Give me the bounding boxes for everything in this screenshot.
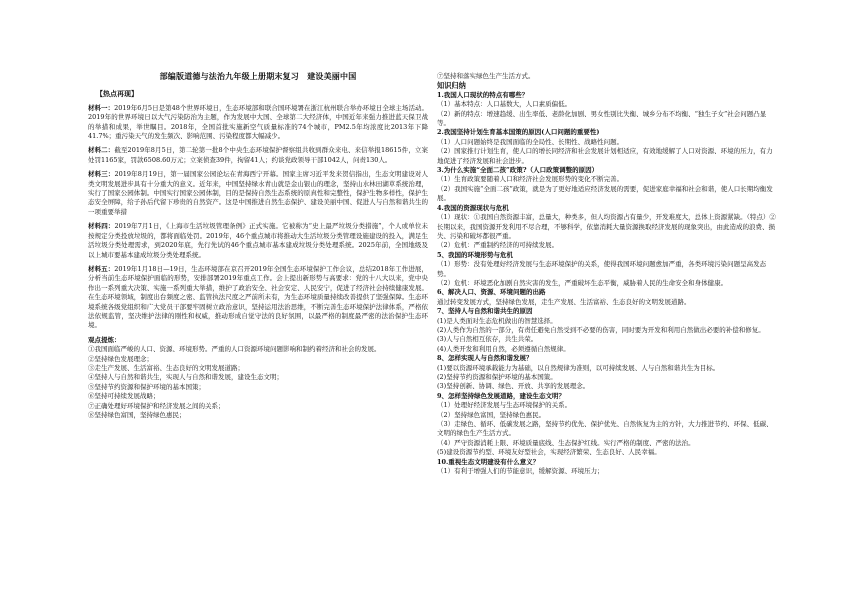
knowledge-answer: （1）形势：没有处理好经济发展与生态环境保护的关系，使得我国环境问题愈加严重，各类环境污染问题呈高发态势。 (437, 260, 767, 278)
material-label: 材料二： (88, 146, 115, 155)
knowledge-question: 3.为什么实施“全面二孩”政策?（人口政策调整的原因） (437, 166, 599, 175)
left-column (88, 72, 428, 420)
knowledge-question: 7、坚持人与自然和谐共生的原因 (437, 307, 533, 316)
knowledge-question: 8、怎样实现人与自然和谐发展？ (437, 354, 533, 363)
right-column (437, 72, 777, 476)
knowledge-answer: （2）我国实施“全面二孩”政策，就是为了更好地适应经济发展的需要，促进家庭幸福和社会和谐，使人口长期均衡发展。 (437, 184, 773, 203)
viewpoint-item: ②坚持绿色发展理念； (88, 354, 153, 363)
knowledge-answer: （4）严守资源消耗上限、环境质量底线、生态保护红线。实行严格的制度、严密的法治。 (437, 438, 695, 447)
material-label: 材料三： (88, 170, 115, 179)
viewpoint-item: ⑥坚持可持续发展战略； (88, 392, 160, 401)
knowledge-answer: (3)坚持创新、协调、绿色、开放、共享的发展理念。 (437, 382, 590, 391)
knowledge-answer: （1）现状：①我国自然资源丰富，总量大，种类多，但人均资源占有量少，开发难度大，总体上资源紧缺。（特点）②长期以来，我国资源开发利用不尽合理，不够科学，依靠消耗大量资源换取经济发展的现象突出，由此造成的浪费、损失、污染和破坏都很严重。 (437, 213, 776, 240)
knowledge-question: 9、怎样坚持绿色发展道路，建设生态文明？ (437, 391, 566, 400)
knowledge-answer: （2）新的特点：增速趋缓、出生率低、老龄化加剧、男女性别比失衡、城乡分布不均衡、“独生子女”社会问题凸显等。 (437, 109, 767, 128)
knowledge-answer: （1）人口问题始终是我国面临的全局性、长期性、战略性问题。 (437, 137, 624, 146)
material-paragraph (88, 104, 428, 142)
knowledge-list (437, 91, 777, 477)
knowledge-answer: （2）危机：严重制约经济的可持续发展。 (437, 241, 559, 250)
viewpoint-item: ⑧坚持绿色富国，坚持绿色惠民； (88, 411, 186, 419)
knowledge-answer: （2）危机：环境恶化加剧自然灾害的发生，严重破坏生态平衡，威胁着人民的生命安全和身体健康。 (437, 278, 728, 287)
knowledge-answer: (1)要以资源环境承载能力为基础，以自然规律为准则，以可持续发展、人与自然和谐共生为目标。 (437, 363, 720, 372)
knowledge-answer: （3）走绿色、循环、低碳发展之路，坚持节约优先、保护优先、自然恢复为主的方针，大力推进节约、环保、低碳、文明的绿色生产生活方式。 (437, 420, 773, 438)
knowledge-answer: （1）生育政策要随着人口和经济社会发展形势的变化不断完善。 (437, 175, 624, 184)
knowledge-question: 5、我国的环境形势与危机 (437, 250, 514, 259)
knowledge-answer: (3)人与自然相互依存，共生共荣。 (437, 335, 538, 344)
material-paragraph (88, 222, 428, 260)
knowledge-answer: （2）国家推行计划生育，使人口的增长同经济和社会发展计划相适应，有效地缓解了人口对资源、环境的压力，有力地促进了经济发展和社会进步。 (437, 147, 773, 165)
knowledge-answer: （1）基本特点：人口基数大，人口素质偏低。 (437, 100, 572, 109)
viewpoint-continued: ⑦坚持和落实绿色生产生活方式。 (437, 72, 535, 80)
knowledge-answer: （1）有利于增强人们的节能意识，缓解资源、环境压力； (437, 467, 604, 476)
material-text: 2019年8月19日，第一届国家公园论坛在青海西宁开幕。国家主席习近平发来贺信指出，生态文明建设对人类文明发展进步具有十分重大的意义。近年来，中国坚持绿水青山就是金山银山的理念，坚持山水林田湖草系统治理，实行了国家公园体制。中国实行国家公园体制，目的是保持自然生态系统的原真性和完整性，保护生物多样性，保护生态安全屏障，给子孙后代留下珍贵的自然资产。这是中国推进自然生态保护、建设美丽中国、促进人与自然和谐共生的一项重要举措 (88, 170, 428, 216)
viewpoint-item: ⑤坚持节约资源和保护环境的基本国策； (88, 382, 205, 391)
knowledge-answer: (5)建设资源节约型、环境友好型社会，实现经济繁荣、生态良好、人民幸福。 (437, 448, 661, 457)
viewpoint-item: ③走生产发展、生活富裕、生态良好的文明发展道路； (88, 363, 244, 372)
material-text: 2019年7月1日，《上海市生活垃圾管理条例》正式实施。它被称为“史上最严垃圾分类措施”，个人或单位未按规定分类投放垃圾的，都将面临处罚。2019年，46个重点城市将推动大生活垃圾分类管理设施建设的投入，满足生活垃圾分类处理需求，到2020年底，先行先试的46个重点城市基本建成垃圾分类处理系统。2025年前，全国地级及以上城市要基本建成垃圾分类处理系统。 (88, 222, 428, 259)
knowledge-answer: (2)坚持节约资源和保护环境的基本国策。 (437, 373, 557, 381)
material-paragraph (88, 265, 428, 331)
hot-topic-tag: 【热点再现】 (96, 89, 138, 99)
materials-section (88, 104, 428, 331)
knowledge-heading: 知识归纳 (437, 81, 466, 91)
material-text: 2019年6月5日是第48个世界环境日，生态环境部和联合国环境署在浙江杭州联合举办环境日全球主场活动。2019年的世界环境日以大气污染防治为主题，作为发展中大国、全球第二大经济体，中国近年来强力推进蓝天保卫战的举措和成果，举世瞩目。2018年，全国首批实施新空气质量标准的74个城市，PM2.5年均浓度比2013年下降41.7%；重污染天气的发生频次、影响范围、污染程度都大幅减少。 (88, 103, 429, 141)
viewpoints-list (88, 345, 428, 420)
material-paragraph (88, 170, 428, 217)
material-label: 材料四： (88, 222, 115, 231)
document-title: 部编版道德与法治九年级上册期末复习 建设美丽中国 (159, 71, 357, 81)
knowledge-question: 4.我国的资源现状与危机 (437, 203, 509, 212)
viewpoint-item: ④坚持人与自然和谐共生，实现人与自然和谐发展，建设生态文明； (88, 373, 283, 382)
knowledge-answer: (1)是人类面对生态危机做出的智慧选择。 (437, 316, 557, 325)
viewpoint-item: ①我国面临严峻的人口、资源、环境形势。严重的人口资源环境问题影响和制约着经济和社会的发展。 (88, 345, 381, 354)
knowledge-answer: 通过转变发展方式，坚持绿色发展，走生产发展、生活富裕、生态良好的文明发展道路。 (437, 297, 691, 306)
viewpoint-item: ⑦正确处理好环境保护和经济发展之间的关系； (88, 401, 225, 410)
knowledge-answer: （1）处理好经济发展与生态环境保护的关系。 (437, 401, 572, 410)
knowledge-question: 1.我国人口现状的特点有哪些？ (437, 90, 529, 99)
material-text: 2019年1月18日—19日，生态环境部在京召开2019年全国生态环境保护工作会议，总结2018年工作进展，分析当前生态环境保护面临的形势，安排部署2019年重点工作。会上提出新形势与高要求：党的十八大以来，党中央作出一系列重大决策、实施一系列重大举措，维护了政治安全、社会安定、人民安宁，促进了经济社会持续健康发展。在生态环境领域，制度出台频度之密、监管执法尺度之严前所未有，为生态环境质量持续改善提供了坚强保障。生态环境系统各级党组织和广大党员干部要牢固树立政治意识，坚持运用法治思维，不断完善生态环境保护法律体系，严格依法依规监管，坚决维护法律的刚性和权威，推动形成自觉守法的良好氛围，以最严格的制度最严密的法治保护生态环境。 (88, 264, 429, 330)
knowledge-question: 2.我国坚持计划生育基本国策的原因(人口问题的重要性) (437, 128, 600, 137)
knowledge-question: 10.重视生态文明建设有什么意义？ (437, 457, 540, 466)
knowledge-question: 6、解决人口、资源、环境问题的出路 (437, 288, 546, 297)
knowledge-answer: (4)人类开发和利用自然，必须遵循自然规律。 (437, 344, 570, 353)
viewpoints-heading: 观点提炼： (88, 335, 121, 344)
material-label: 材料一： (88, 103, 115, 112)
knowledge-answer: （2）坚持绿色富国，坚持绿色惠民。 (437, 410, 546, 419)
material-label: 材料五： (88, 264, 115, 273)
knowledge-answer: (2)人类作为自然的一部分，有责任避免自然受到不必要的伤害，同时要为开发和利用自然做出必要的补偿和修复。 (437, 325, 765, 334)
material-text: 截至2019年8月5日，第二轮第一批8个中央生态环境保护督察组共收到群众来电、来信举报18615件，立案处罚1165家，罚款6508.60万元；立案侦查39件，拘留41人；约谈党政领导干部1042人，问责130人。 (88, 146, 428, 164)
material-paragraph (88, 146, 428, 165)
